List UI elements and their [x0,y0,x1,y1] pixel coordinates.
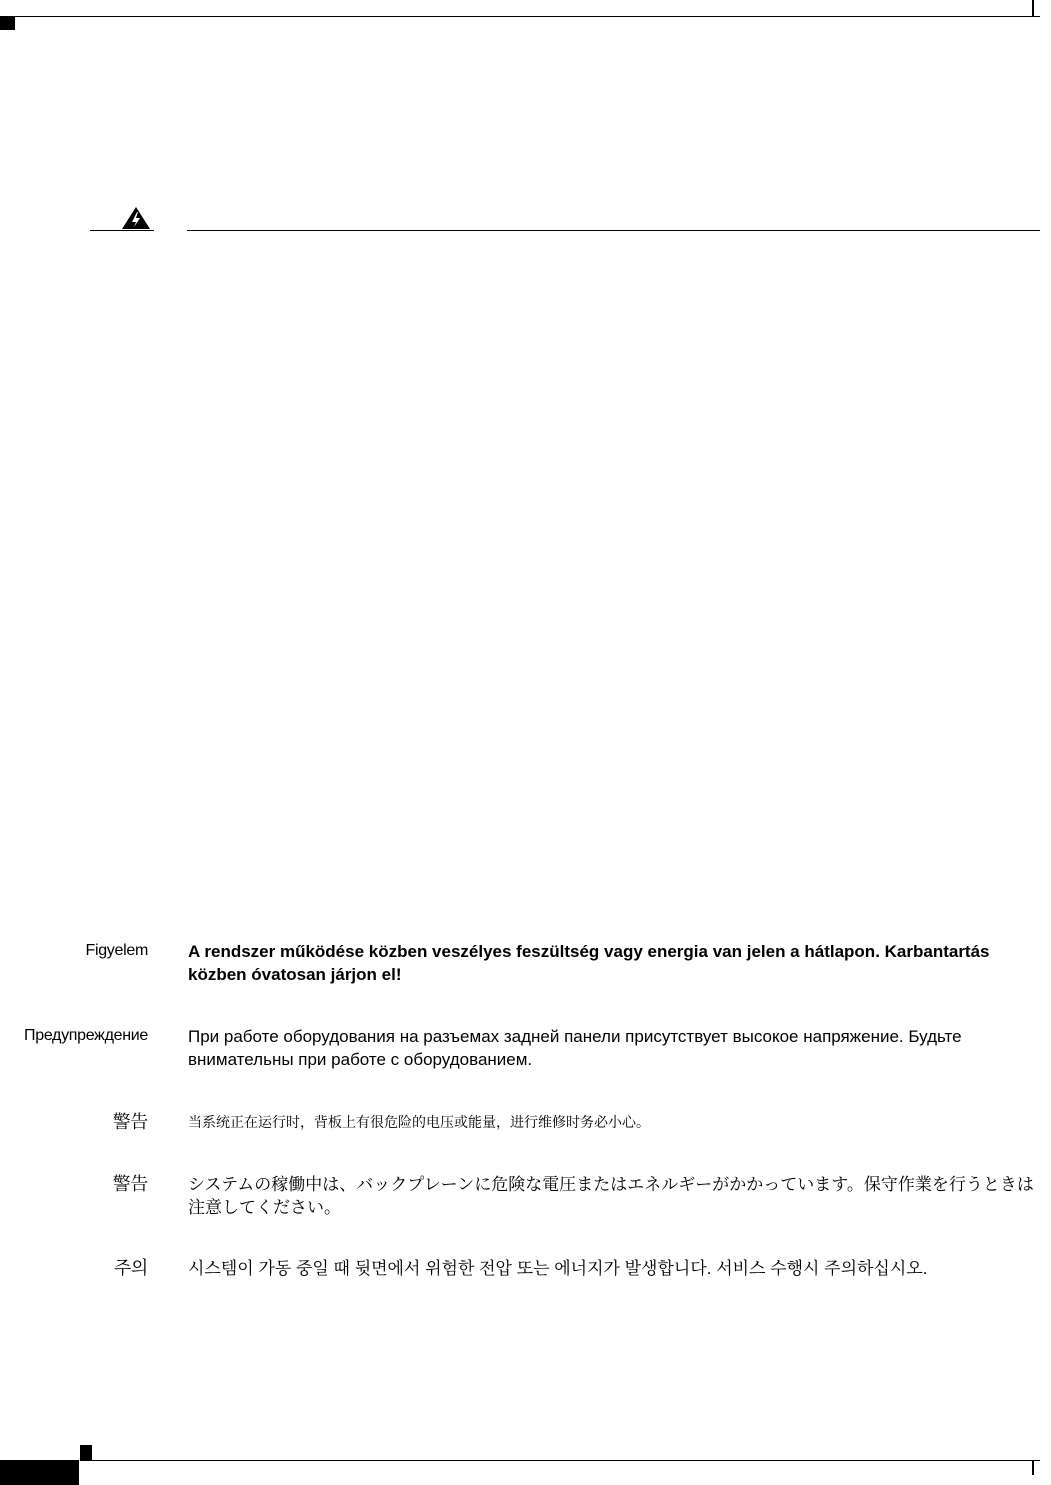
warning-label-japanese: 警告 [112,1174,148,1194]
warning-text-japanese: システムの稼働中は、バックプレーンに危険な電圧またはエネルギーがかかっています。保守作業を行うときは注意してください。 [188,1175,1034,1217]
warning-text-russian: При работе оборудования на разъемах задней панели присутствует высокое напряжение. Будьте внимательны при работе с оборудованием. [188,1027,962,1069]
warning-text-hungarian: A rendszer működése közben veszélyes feszültség vagy energia van jelen a hátlapon. Karbantartás közben óvatosan járjon el! [188,942,990,984]
warning-label-russian: Предупреждение [24,1027,148,1044]
footer-page-tab [0,1460,79,1485]
footer-rule-tick [1032,1460,1034,1475]
warning-text-chinese: 当系统正在运行时，背板上有很危险的电压或能量，进行维修时务必小心。 [188,1114,650,1130]
footer-corner-mark-small [80,1445,92,1460]
warning-label-korean: 주의 [113,1258,148,1278]
warning-icon [119,204,153,230]
warning-icon-underline [90,230,154,231]
warning-label-chinese: 警告 [112,1112,148,1132]
warning-rule [187,230,1040,231]
footer-rule [80,1460,1040,1461]
header-rule [0,16,1040,17]
warning-label-hungarian: Figyelem [85,942,148,959]
warning-text-korean: 시스템이 가동 중일 때 뒷면에서 위험한 전압 또는 에너지가 발생합니다. 서비스 수행시 주의하십시오. [188,1259,928,1278]
header-corner-mark [0,17,15,30]
header-rule-tick [1032,0,1034,17]
